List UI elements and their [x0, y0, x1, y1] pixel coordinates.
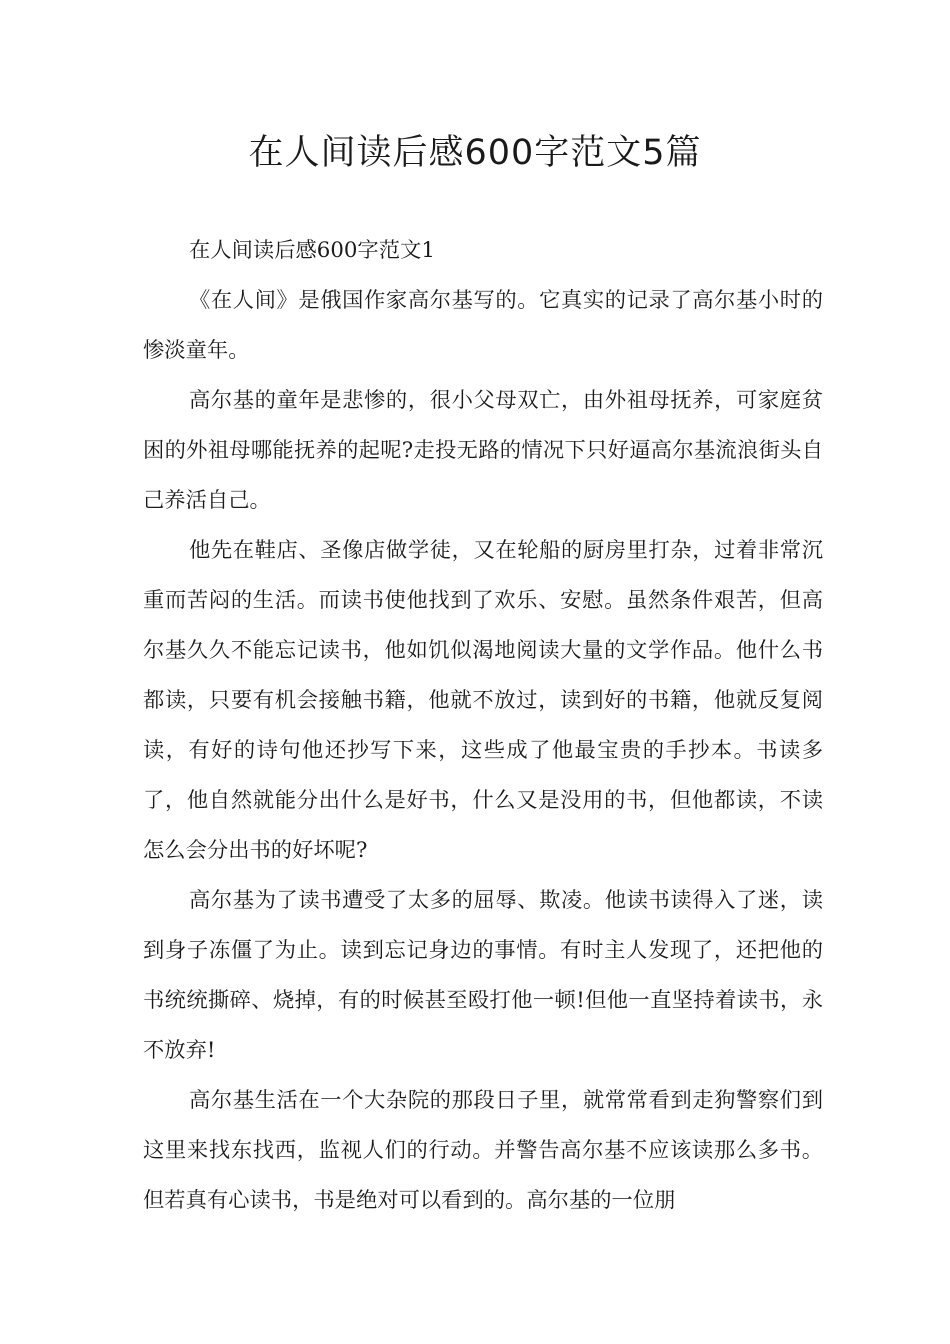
document-body [143, 226, 823, 1226]
paragraph-4: 高尔基为了读书遭受了太多的屈辱、欺凌。他读书读得入了迷，读到身子冻僵了为止。读到忘记身边的事情。有时主人发现了，还把他的书统统撕碎、烧掉，有的时候甚至殴打他一顿!但他一直坚持着读书，永不放弃! [143, 888, 823, 1063]
paragraph-2: 高尔基的童年是悲惨的，很小父母双亡，由外祖母抚养，可家庭贫困的外祖母哪能抚养的起呢?走投无路的情况下只好逼高尔基流浪街头自己养活自己。 [143, 388, 823, 513]
paragraph-1: 《在人间》是俄国作家高尔基写的。它真实的记录了高尔基小时的惨淡童年。 [143, 288, 823, 363]
section-heading: 在人间读后感600字范文1 [189, 238, 435, 263]
paragraph-5: 高尔基生活在一个大杂院的那段日子里，就常常看到走狗警察们到这里来找东找西，监视人们的行动。并警告高尔基不应该读那么多书。但若真有心读书，书是绝对可以看到的。高尔基的一位朋 [143, 1088, 823, 1213]
document-title: 在人间读后感600字范文5篇 [248, 133, 702, 173]
paragraph-3: 他先在鞋店、圣像店做学徒，又在轮船的厨房里打杂，过着非常沉重而苦闷的生活。而读书使他找到了欢乐、安慰。虽然条件艰苦，但高尔基久久不能忘记读书，他如饥似渴地阅读大量的文学作品。他什么书都读，只要有机会接触书籍，他就不放过，读到好的书籍，他就反复阅读，有好的诗句他还抄写下来，这些成了他最宝贵的手抄本。书读多了，他自然就能分出什么是好书，什么又是没用的书，但他都读，不读怎么会分出书的好坏呢? [143, 538, 823, 863]
